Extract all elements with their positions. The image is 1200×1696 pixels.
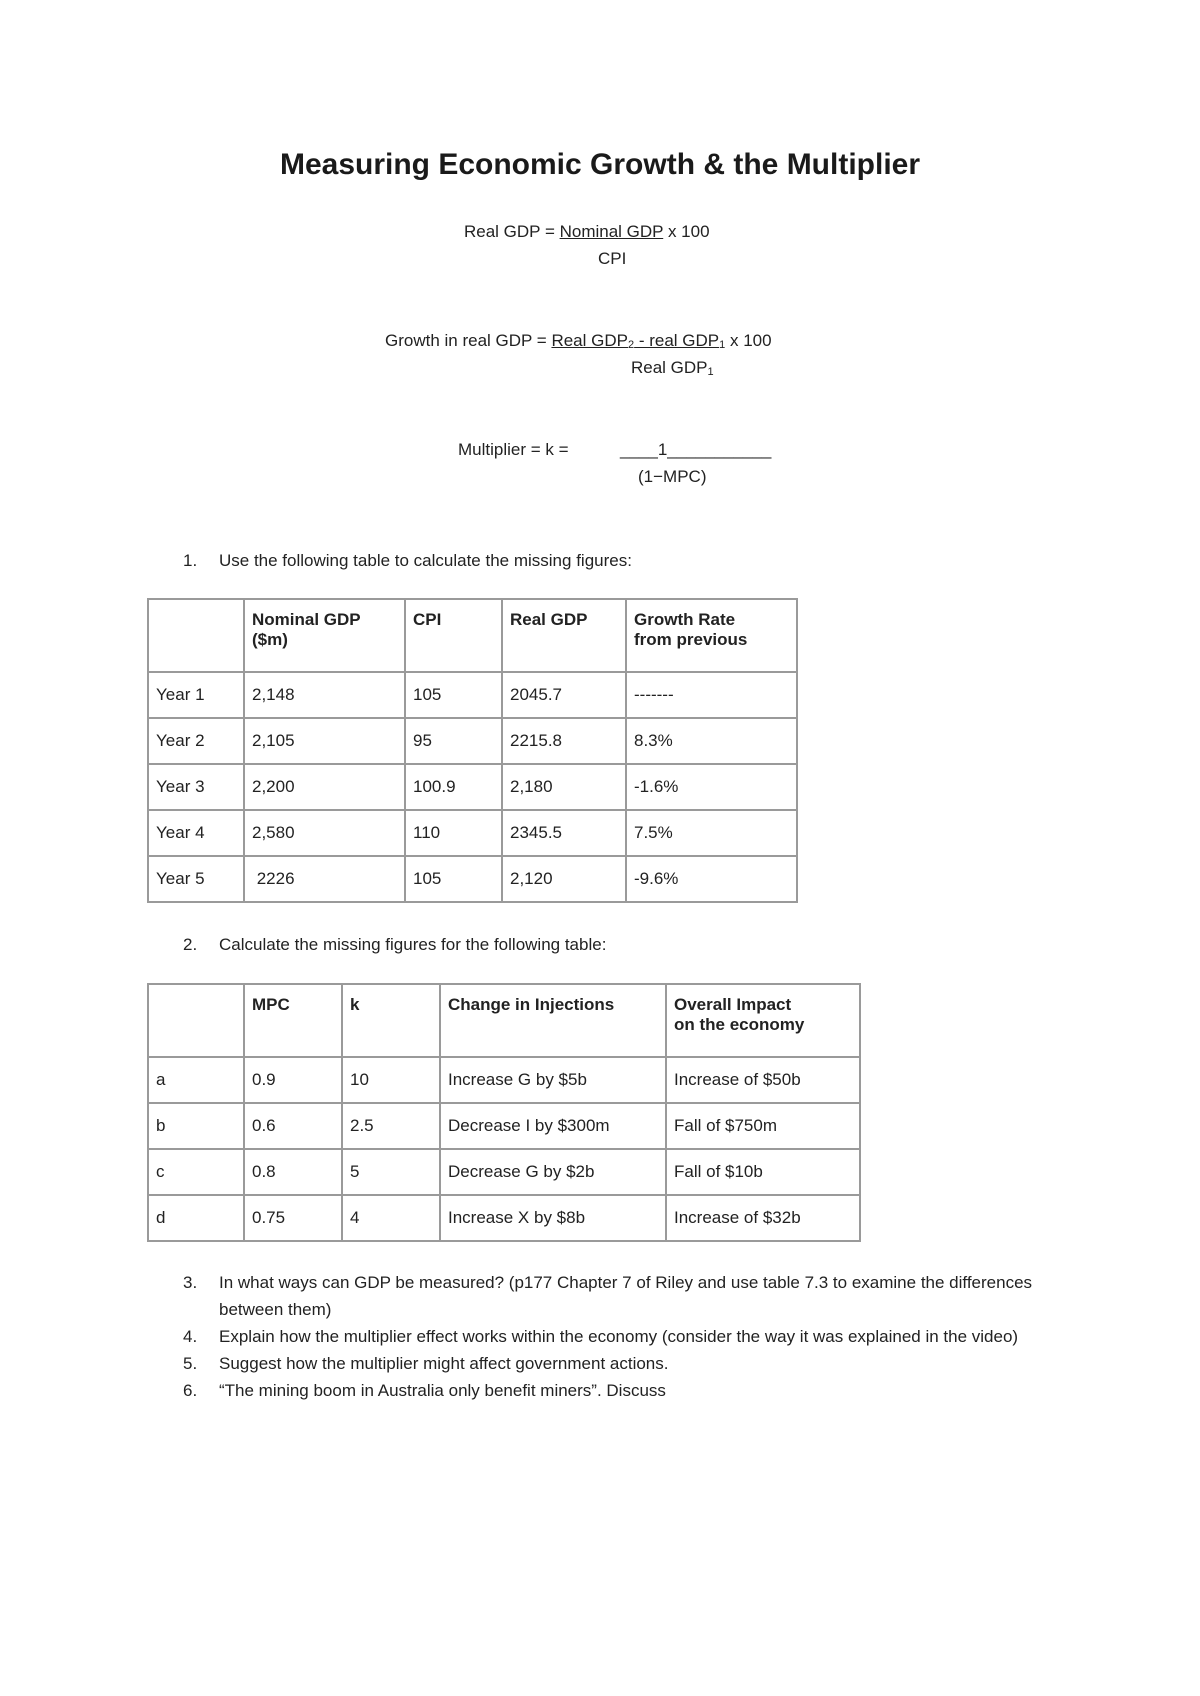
- growth-den-sub: 1: [707, 366, 714, 378]
- table-row: [148, 1149, 860, 1195]
- question-2-number: 2.: [183, 935, 198, 954]
- table-cell: Fall of $750m: [666, 1103, 860, 1149]
- table-cell: Year 3: [148, 764, 244, 810]
- real-gdp-lhs: Real GDP =: [464, 222, 560, 241]
- table-cell: Year 2: [148, 718, 244, 764]
- list-item: [183, 1377, 1063, 1404]
- table-cell: 7.5%: [626, 810, 797, 856]
- table-cell: Year 1: [148, 672, 244, 718]
- table-cell: Increase of $32b: [666, 1195, 860, 1241]
- table-cell: 105: [405, 856, 502, 902]
- real-gdp-numerator: Nominal GDP: [559, 222, 664, 241]
- table-cell: 105: [405, 672, 502, 718]
- table-cell: 2215.8: [502, 718, 626, 764]
- header-overall-impact-2: on the economy: [674, 1015, 805, 1034]
- table-cell: Year 5: [148, 856, 244, 902]
- table-cell: 2,120: [502, 856, 626, 902]
- table-cell: Year 4: [148, 810, 244, 856]
- question-1-text: Use the following table to calculate the missing figures:: [219, 551, 632, 570]
- table-row: [148, 810, 797, 856]
- table-cell: 0.9: [244, 1057, 342, 1103]
- header-nominal-gdp-unit: ($m): [252, 630, 288, 649]
- list-item-text: “The mining boom in Australia only benefit miners”. Discuss: [219, 1381, 666, 1400]
- list-item-text: Explain how the multiplier effect works within the economy (consider the way it was explained in the video): [219, 1327, 1019, 1346]
- table-header-cell: MPC: [244, 984, 342, 1057]
- header-growth-rate-2: from previous: [634, 630, 748, 649]
- table-row: [148, 1057, 860, 1103]
- multiplier-table-header-row: [148, 984, 860, 1057]
- growth-numerator: [551, 331, 725, 350]
- table-cell: Increase X by $8b: [440, 1195, 666, 1241]
- multiplier-formula: [458, 440, 569, 460]
- table-cell: -------: [626, 672, 797, 718]
- growth-den: Real GDP: [631, 358, 708, 377]
- table-cell: 110: [405, 810, 502, 856]
- growth-sub-b: 1: [719, 339, 726, 351]
- table-header-cell: [148, 599, 244, 672]
- question-1-number: 1.: [183, 551, 198, 570]
- list-item-number: 4.: [183, 1327, 198, 1346]
- list-item: [183, 1350, 1063, 1377]
- growth-lhs: Growth in real GDP =: [385, 331, 552, 350]
- real-gdp-denominator: CPI: [598, 249, 627, 268]
- table-cell: 0.8: [244, 1149, 342, 1195]
- table-header-cell: [244, 599, 405, 672]
- table-cell: 8.3%: [626, 718, 797, 764]
- gdp-table-header-row: [148, 599, 797, 672]
- table-cell: Increase of $50b: [666, 1057, 860, 1103]
- gdp-table: [147, 598, 798, 903]
- list-item-number: 5.: [183, 1354, 198, 1373]
- table-cell: 0.75: [244, 1195, 342, 1241]
- table-cell: Decrease I by $300m: [440, 1103, 666, 1149]
- table-cell: -1.6%: [626, 764, 797, 810]
- table-cell: 4: [342, 1195, 440, 1241]
- table-row: [148, 1103, 860, 1149]
- table-cell: b: [148, 1103, 244, 1149]
- table-header-cell: [148, 984, 244, 1057]
- table-cell: 2,180: [502, 764, 626, 810]
- table-cell: 2,105: [244, 718, 405, 764]
- table-cell: Decrease G by $2b: [440, 1149, 666, 1195]
- table-cell: Increase G by $5b: [440, 1057, 666, 1103]
- table-cell: 2,580: [244, 810, 405, 856]
- table-cell: 100.9: [405, 764, 502, 810]
- page-title: Measuring Economic Growth & the Multiplier: [279, 148, 921, 181]
- table-cell: 2345.5: [502, 810, 626, 856]
- growth-sub-a: 2: [627, 339, 635, 351]
- table-cell: 0.6: [244, 1103, 342, 1149]
- table-row: [148, 672, 797, 718]
- growth-num-a: Real GDP: [551, 331, 628, 350]
- list-item-text: Suggest how the multiplier might affect government actions.: [219, 1354, 669, 1373]
- table-cell: a: [148, 1057, 244, 1103]
- question-2: [183, 935, 606, 955]
- growth-num-mid: - real GDP: [634, 331, 720, 350]
- header-nominal-gdp: Nominal GDP: [252, 610, 361, 629]
- real-gdp-formula: [464, 222, 710, 242]
- table-cell: 2.5: [342, 1103, 440, 1149]
- real-gdp-rhs: x 100: [663, 222, 710, 241]
- list-item-text: In what ways can GDP be measured? (p177 Chapter 7 of Riley and use table 7.3 to examine the differences between them): [219, 1273, 1033, 1319]
- table-cell: 95: [405, 718, 502, 764]
- list-item-number: 3.: [183, 1273, 198, 1292]
- multiplier-table: [147, 983, 861, 1242]
- table-cell: -9.6%: [626, 856, 797, 902]
- table-cell: 2,148: [244, 672, 405, 718]
- list-item-number: 6.: [183, 1381, 198, 1400]
- table-row: [148, 1195, 860, 1241]
- table-header-cell: Change in Injections: [440, 984, 666, 1057]
- table-header-cell: [666, 984, 860, 1057]
- table-cell: 2,200: [244, 764, 405, 810]
- table-row: [148, 856, 797, 902]
- list-item: [183, 1269, 1063, 1323]
- table-header-cell: CPI: [405, 599, 502, 672]
- table-cell: Fall of $10b: [666, 1149, 860, 1195]
- table-header-cell: k: [342, 984, 440, 1057]
- growth-rhs: x 100: [725, 331, 772, 350]
- multiplier-denominator: (1−MPC): [638, 467, 707, 486]
- header-growth-rate: Growth Rate: [634, 610, 736, 629]
- table-cell: d: [148, 1195, 244, 1241]
- multiplier-numerator: ____1___________: [620, 440, 772, 459]
- table-header-cell: [626, 599, 797, 672]
- growth-formula: [385, 331, 772, 351]
- question-1: [183, 551, 632, 571]
- table-cell: 2045.7: [502, 672, 626, 718]
- table-cell: 10: [342, 1057, 440, 1103]
- question-2-text: Calculate the missing figures for the following table:: [219, 935, 607, 954]
- table-row: [148, 764, 797, 810]
- table-cell: 2226: [244, 856, 405, 902]
- multiplier-lhs: Multiplier = k =: [458, 440, 569, 459]
- growth-denominator: [631, 358, 714, 378]
- question-list: [183, 1269, 1063, 1404]
- table-header-cell: Real GDP: [502, 599, 626, 672]
- table-row: [148, 718, 797, 764]
- header-overall-impact: Overall Impact: [674, 995, 792, 1014]
- table-cell: 5: [342, 1149, 440, 1195]
- list-item: [183, 1323, 1063, 1350]
- table-cell: c: [148, 1149, 244, 1195]
